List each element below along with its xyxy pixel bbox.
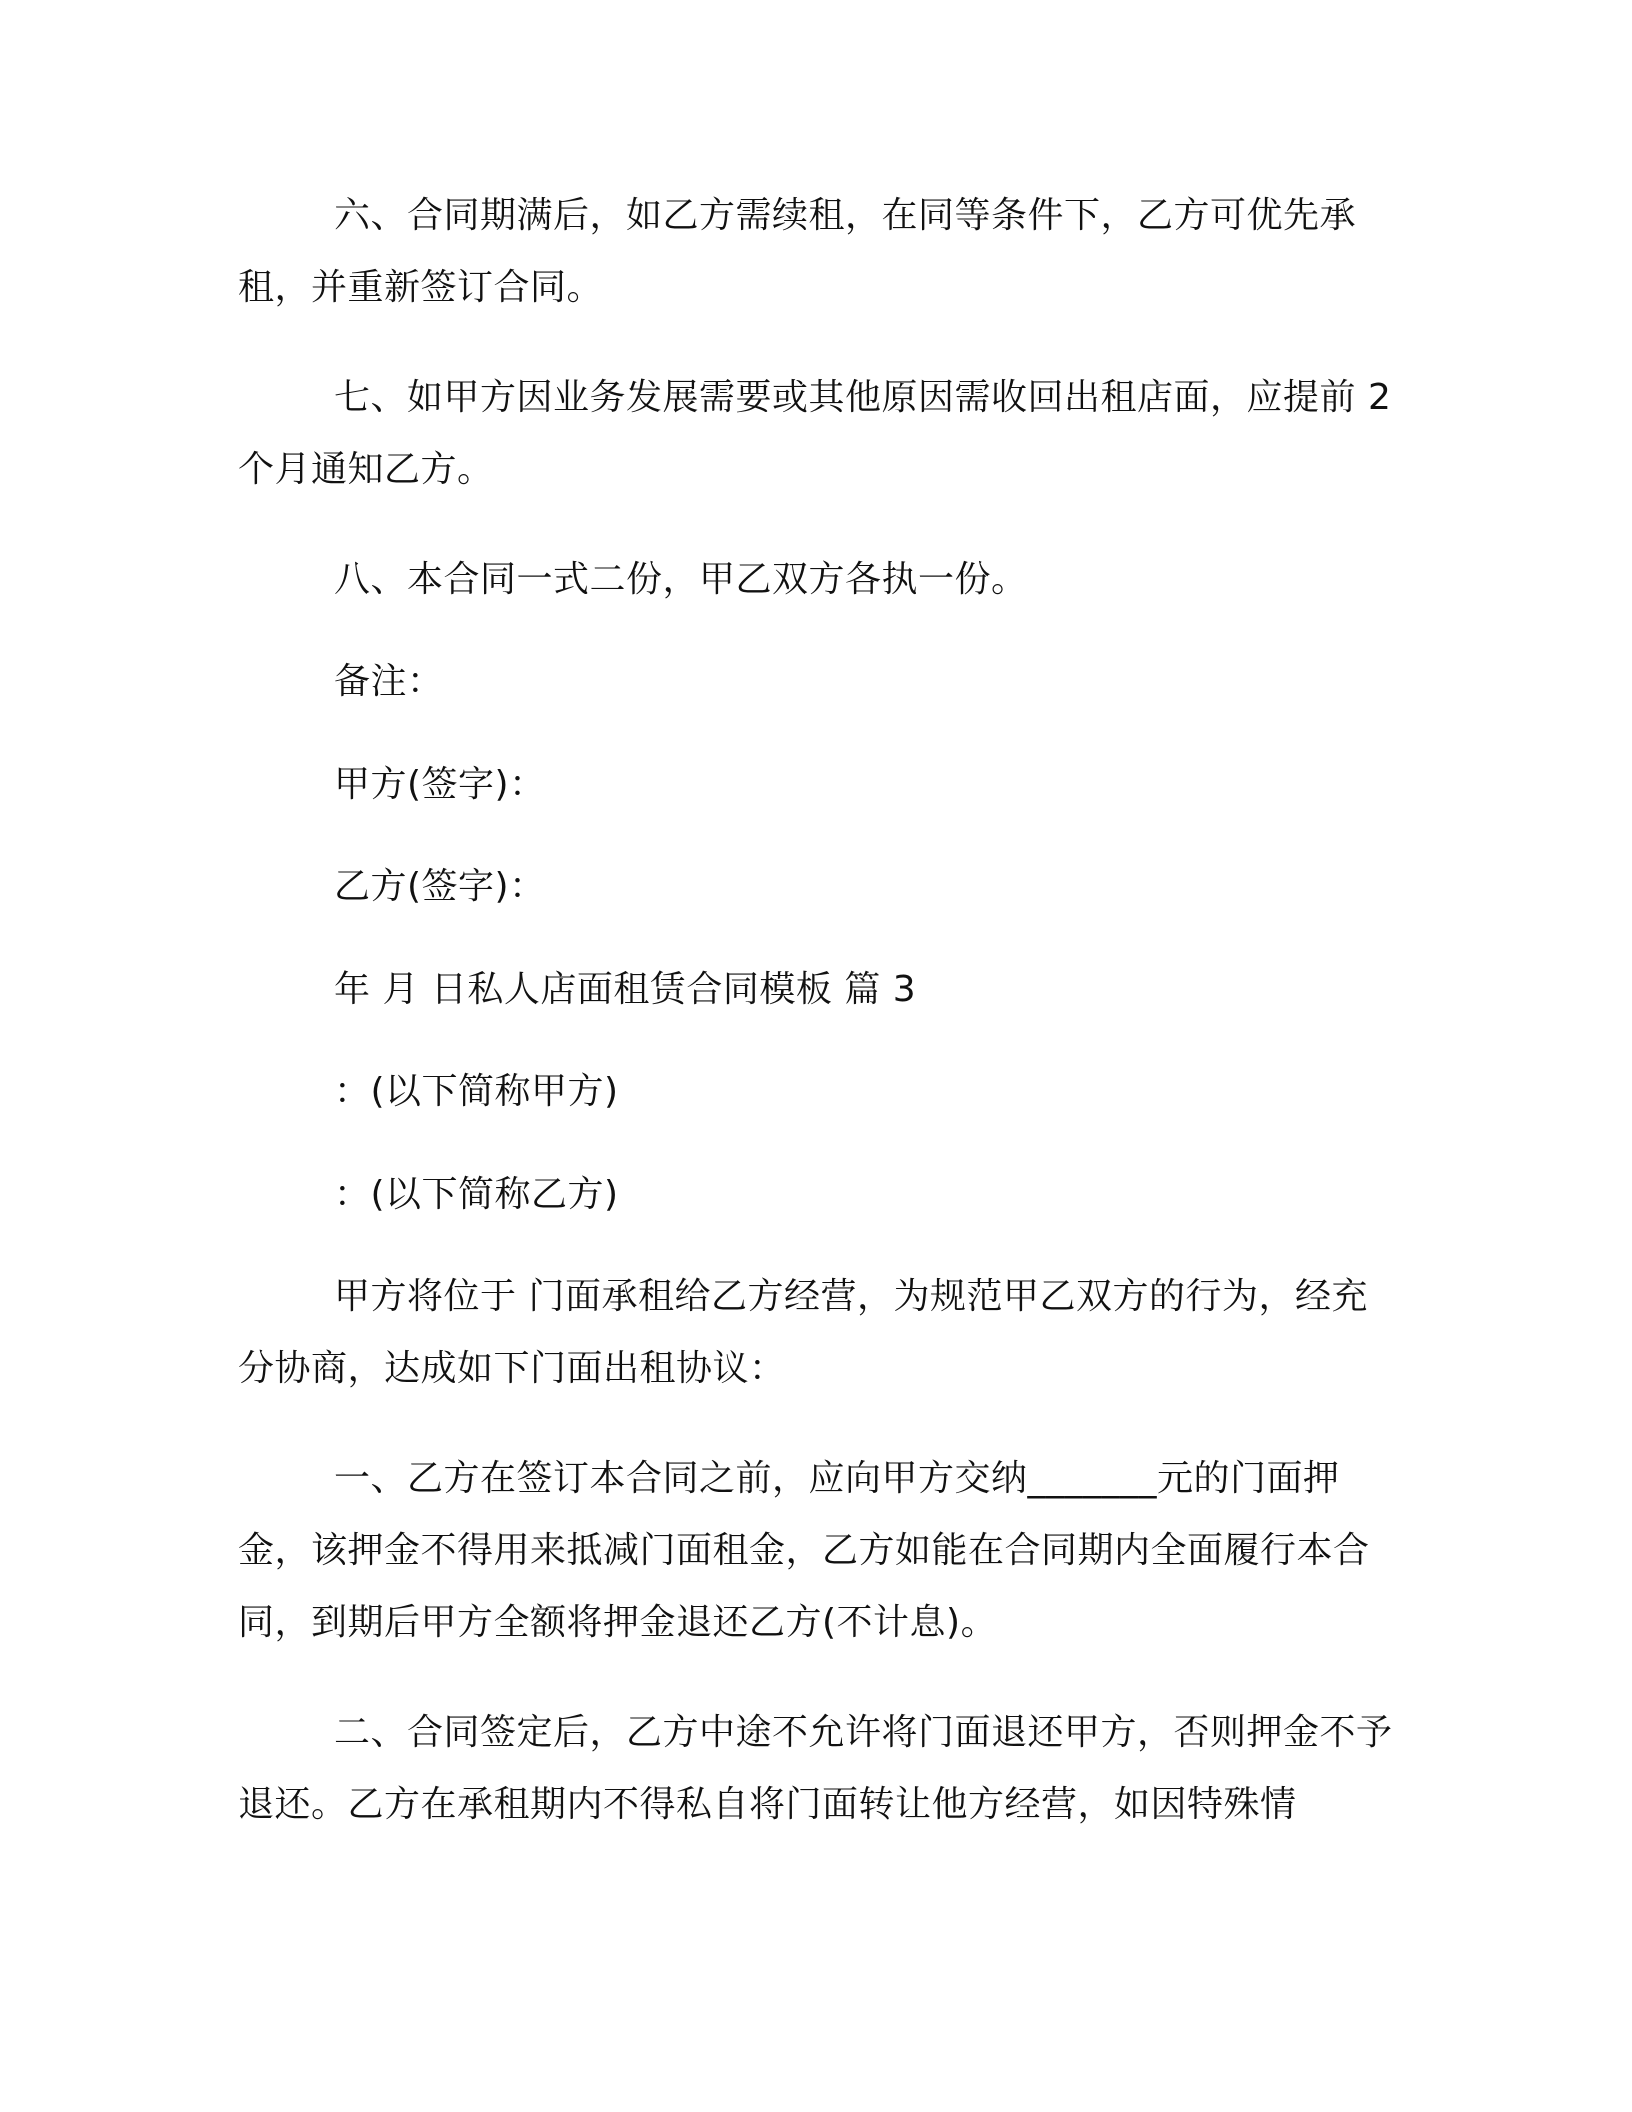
remarks-label: 备注： bbox=[334, 661, 444, 702]
paragraph-clause-8: 八、本合同一式二份，甲乙双方各执一份。 bbox=[334, 559, 1028, 600]
party-a-designation: ：(以下简称甲方) bbox=[334, 1071, 619, 1112]
contract-section-title: 年 月 日私人店面租赁合同模板 篇 3 bbox=[334, 969, 917, 1010]
paragraph-intro: 甲方将位于 门面承租给乙方经营，为规范甲乙双方的行为，经充分协商，达成如下门面出租协议： bbox=[238, 1276, 1368, 1389]
party-b-designation: ：(以下简称乙方) bbox=[334, 1174, 619, 1215]
party-a-signature-line: 甲方(签字)： bbox=[334, 764, 546, 805]
party-b-signature-line: 乙方(签字)： bbox=[334, 866, 546, 907]
paragraph-clause-1: 一、乙方在签订本合同之前，应向甲方交纳_______元的门面押金，该押金不得用来抵减门面租金，乙方如能在合同期内全面履行本合同，到期后甲方全额将押金退还乙方(不计息)。 bbox=[238, 1458, 1370, 1643]
paragraph-clause-6: 六、合同期满后，如乙方需续租，在同等条件下，乙方可优先承租，并重新签订合同。 bbox=[238, 195, 1357, 308]
paragraph-clause-7: 七、如甲方因业务发展需要或其他原因需收回出租店面，应提前 2 个月通知乙方。 bbox=[238, 377, 1392, 490]
paragraph-clause-2: 二、合同签定后，乙方中途不允许将门面退还甲方，否则押金不予退还。乙方在承租期内不得私自将门面转让他方经营，如因特殊情 bbox=[238, 1712, 1393, 1825]
